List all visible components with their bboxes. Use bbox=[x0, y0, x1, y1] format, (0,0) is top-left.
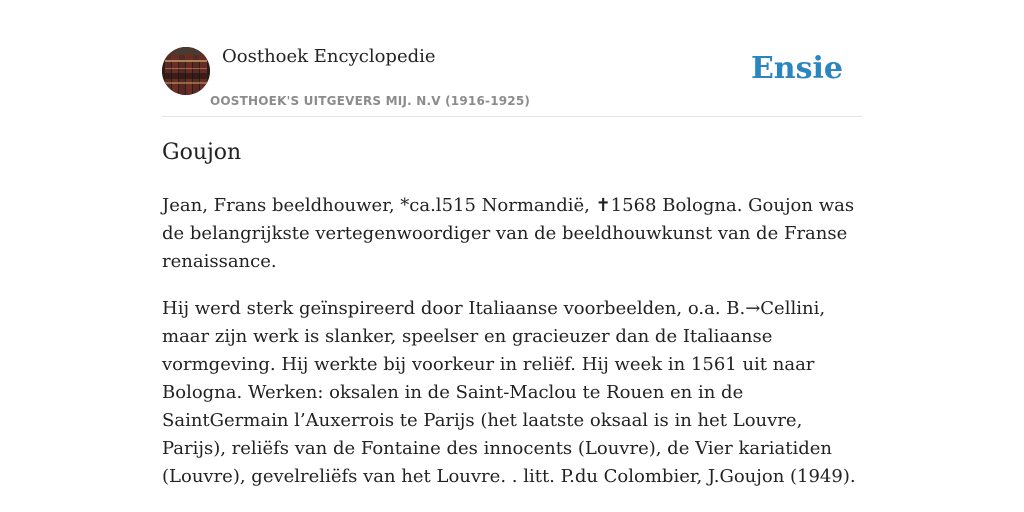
article-paragraph: Jean, Frans beeldhouwer, *ca.l515 Normandië, ✝1568 Bologna. Goujon was de belangrijkste vertegenwoordiger van de beeldhouwkunst van de Franse renaissance. bbox=[162, 195, 855, 272]
source-title[interactable]: Oosthoek Encyclopedie bbox=[222, 46, 436, 67]
encyclopedia-books-icon bbox=[162, 47, 210, 95]
brand-logo-link[interactable]: Ensie bbox=[750, 51, 843, 86]
page bbox=[162, 0, 862, 487]
article-paragraph: Hij werd sterk geïnspireerd door Italiaanse voorbeelden, o.a. B.→Cellini, maar zijn werk is slanker, speelser en gracieuzer dan de Italiaanse vormgeving. Hij werkte bij voorkeur in reliëf. Hij week in 1561 uit naar Bologna. Werken: oksalen in de Saint-Maclou te Rouen en in de SaintGermain l’Auxerrois te Parijs (het laatste oksaal is in het Louvre, Parijs), reliëfs van de Fontaine des innocents (Louvre), de Vier kariatiden (Louvre), gevelreliëfs van het Louvre. . litt. P.du Colombier, J.Goujon (1949). bbox=[162, 298, 856, 487]
header bbox=[162, 0, 862, 117]
source-subtitle: OOSTHOEK'S UITGEVERS MIJ. N.V (1916-1925) bbox=[210, 94, 531, 108]
article-body bbox=[162, 192, 864, 510]
entry-title: Goujon bbox=[162, 140, 242, 165]
